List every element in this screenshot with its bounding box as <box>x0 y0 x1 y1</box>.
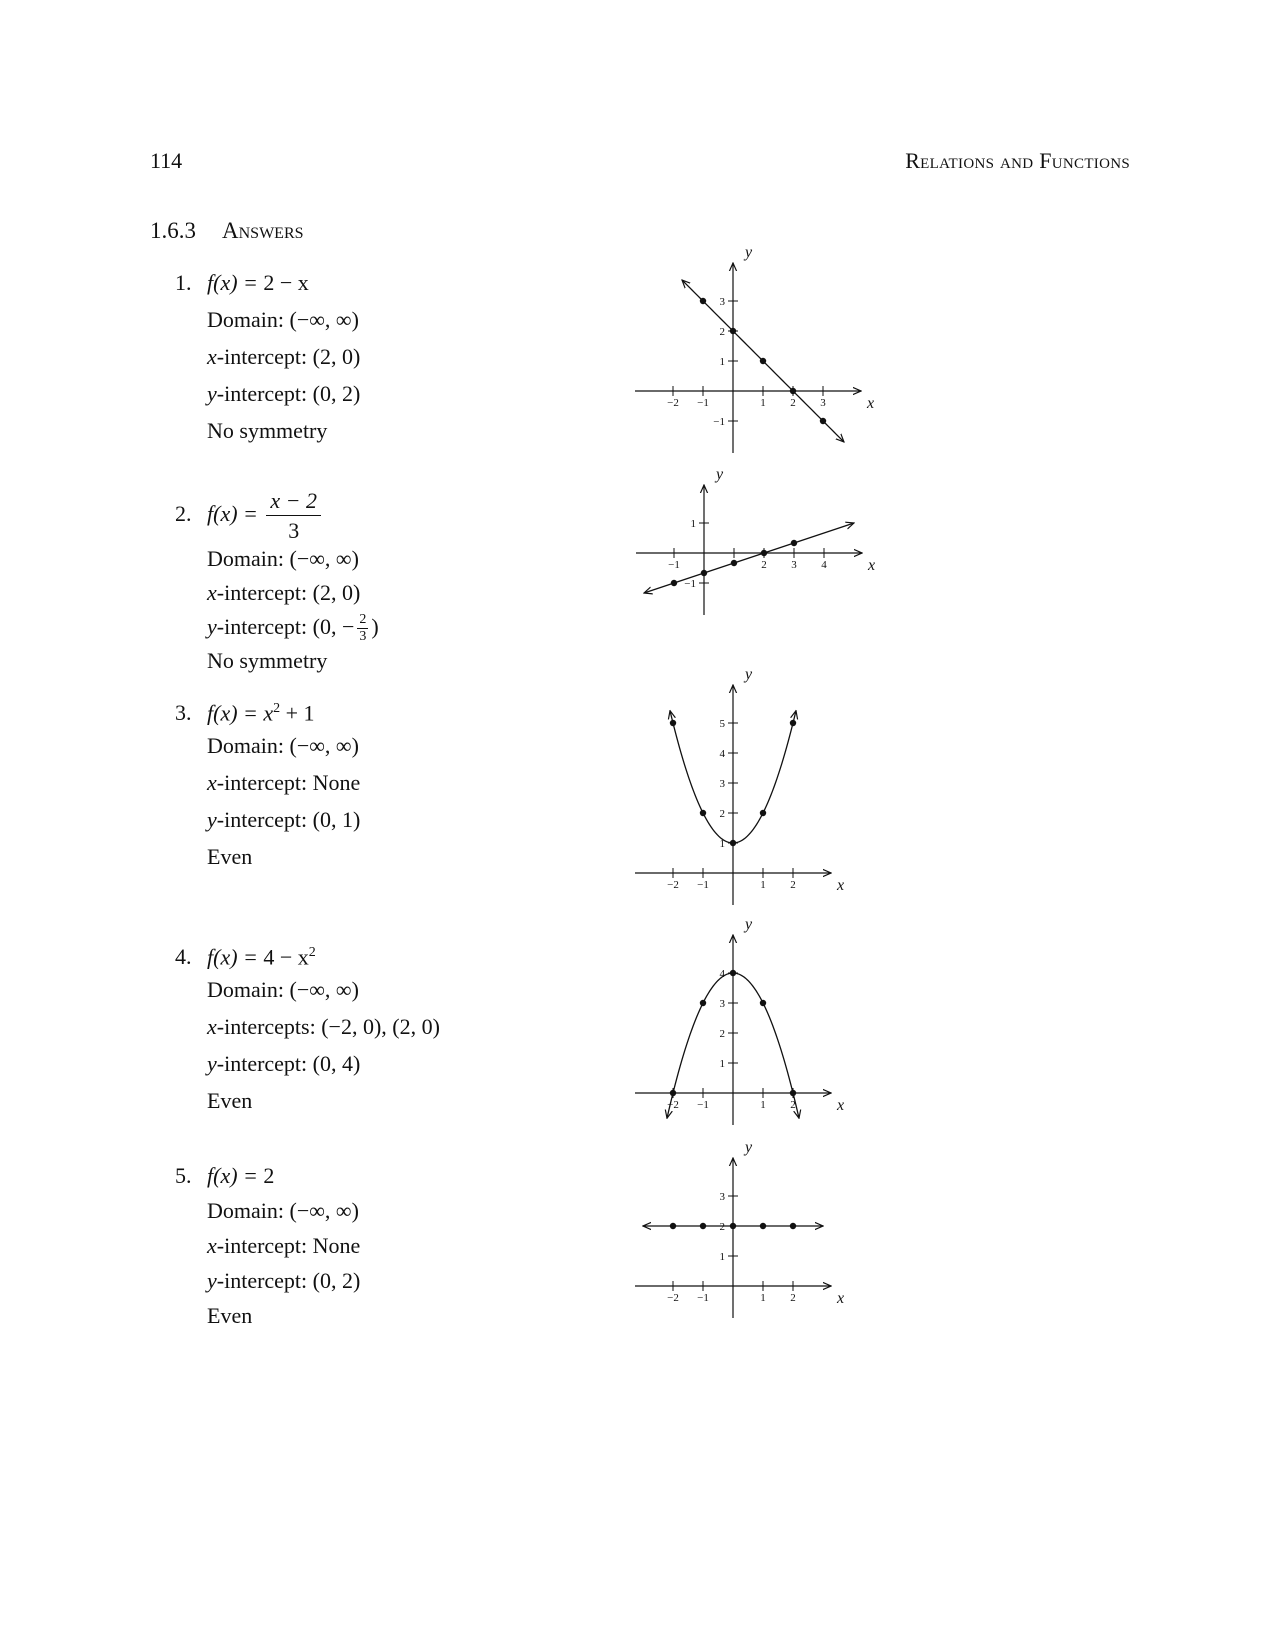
exponent: 2 <box>308 945 316 960</box>
y-intercept-value-start: (0, − <box>312 614 355 639</box>
section-number: 1.6.3 <box>150 218 196 243</box>
y-intercept-value: (0, 2) <box>312 1268 361 1293</box>
graph-5-point <box>670 1223 676 1229</box>
graph-2-point <box>791 540 797 546</box>
graph-4-y-tick-label: 4 <box>719 968 725 980</box>
function-lhs: f(x) = <box>207 501 264 526</box>
graph-1-point <box>730 328 736 334</box>
graph-4-point <box>670 1090 676 1096</box>
answer-1-y-intercept: y-intercept: (0, 2) <box>207 381 361 406</box>
y-intercept-value-end: ) <box>371 614 379 639</box>
function-rhs: 4 − x <box>263 944 309 970</box>
graph-4-x-axis-name: x <box>837 1097 845 1114</box>
graph-5-x-tick-label: 2 <box>790 1292 796 1304</box>
graph-3-y-tick-label: 1 <box>719 838 725 850</box>
graph-3-point <box>700 810 706 816</box>
answer-2-symmetry: No symmetry <box>207 648 328 673</box>
fraction-numerator: 2 <box>357 613 368 630</box>
graph-2-x-axis-name: x <box>868 557 876 574</box>
function-rhs: 2 − x <box>263 270 309 295</box>
fraction-denominator: 3 <box>359 629 367 645</box>
y-intercept-label: -intercept: <box>216 1051 313 1076</box>
graph-1-y-axis-name: y <box>745 244 753 261</box>
x-intercept-label: -intercepts: <box>216 1014 322 1039</box>
graph-1-x-tick-label: −1 <box>697 397 709 409</box>
graph-2-y-axis-name: y <box>716 466 724 483</box>
answer-2-y-intercept: y-intercept: (0, − $\frac{2}{3}$ ) <box>207 611 379 645</box>
answer-3-domain: Domain: (−∞, ∞) <box>207 733 359 758</box>
exponent: 2 <box>273 701 281 716</box>
answer-4-symmetry: Even <box>207 1088 253 1113</box>
y-intercept-value: (0, 1) <box>312 807 361 832</box>
graph-3-y-axis-name: y <box>745 666 753 683</box>
graph-3-point <box>670 720 676 726</box>
graph-3-point <box>790 720 796 726</box>
y-intercept-label: -intercept: <box>216 807 313 832</box>
x-intercept-label: -intercept: <box>216 1233 313 1258</box>
function-lhs: f(x) = <box>207 944 264 970</box>
graph-3-x-tick-label: −1 <box>697 879 709 891</box>
graph-4-point <box>760 1000 766 1006</box>
x-intercept-value: (2, 0) <box>312 344 361 369</box>
answer-1-symmetry: No symmetry <box>207 418 328 443</box>
answer-4-x-intercept: x-intercepts: (−2, 0), (2, 0) <box>207 1014 440 1039</box>
graph-4-x-tick-label: −1 <box>697 1099 709 1111</box>
graph-4-y-tick-label: 2 <box>719 1028 725 1040</box>
graph-4-x-tick-label: 2 <box>790 1099 796 1111</box>
graph-2-point <box>731 560 737 566</box>
graph-1-x-tick-label: 2 <box>790 397 796 409</box>
graph-5-y-tick-label: 3 <box>719 1191 725 1203</box>
graph-2-y-tick-label: 1 <box>690 518 696 530</box>
graph-1-y-tick-label: 1 <box>719 356 725 368</box>
graph-5-y-axis-name: y <box>745 1139 753 1156</box>
y-intercept-label: -intercept: <box>216 381 313 406</box>
graph-2-point <box>671 580 677 586</box>
graph-3-x-tick-label: −2 <box>667 879 679 891</box>
graph-5-point <box>730 1223 736 1229</box>
graph-3-y-tick-label: 5 <box>719 718 725 730</box>
fraction-numerator: x − 2 <box>266 489 321 516</box>
function-lhs: f(x) = <box>207 270 264 295</box>
graph-4-point <box>790 1090 796 1096</box>
graph-4-y-axis-name: y <box>745 916 753 933</box>
graph-5-point <box>760 1223 766 1229</box>
answer-1-domain: Domain: (−∞, ∞) <box>207 307 359 332</box>
graph-5-x-tick-label: 1 <box>760 1292 766 1304</box>
y-intercept-value: (0, 2) <box>312 381 361 406</box>
answer-index: 3. <box>175 700 192 726</box>
graph-4-point <box>700 1000 706 1006</box>
answer-5-domain: Domain: (−∞, ∞) <box>207 1198 359 1223</box>
function-rhs: x <box>263 700 274 726</box>
answer-index: 5. <box>175 1163 192 1188</box>
graph-4-point <box>730 970 736 976</box>
graph-5-x-axis-name: x <box>837 1290 845 1307</box>
graph-3-y-tick-label: 3 <box>719 778 725 790</box>
graph-4-x-tick-label: −2 <box>667 1099 679 1111</box>
answer-2-x-intercept: x-intercept: (2, 0) <box>207 580 361 605</box>
graph-2-x-tick-label: 2 <box>761 559 767 571</box>
graph-3-point <box>760 810 766 816</box>
graph-1-point <box>820 418 826 424</box>
answer-4-domain: Domain: (−∞, ∞) <box>207 977 359 1002</box>
y-intercept-label: -intercept: <box>216 614 313 639</box>
function-rhs-tail: + 1 <box>280 700 315 726</box>
graph-5-x-tick-label: −1 <box>697 1292 709 1304</box>
graph-1-point <box>790 388 796 394</box>
x-intercept-label: -intercept: <box>216 770 313 795</box>
function-lhs: f(x) = <box>207 700 264 726</box>
graph-3-x-axis-name: x <box>837 877 845 894</box>
answer-5-y-intercept: y-intercept: (0, 2) <box>207 1268 361 1293</box>
answer-3-symmetry: Even <box>207 844 253 869</box>
x-intercept-value: (2, 0) <box>312 580 361 605</box>
answer-4-y-intercept: y-intercept: (0, 4) <box>207 1051 361 1076</box>
graph-1-x-tick-label: 3 <box>820 397 826 409</box>
graph-1-point <box>760 358 766 364</box>
running-head: Relations and Functions <box>905 148 1130 173</box>
y-intercept-label: -intercept: <box>216 1268 313 1293</box>
answer-1-x-intercept: x-intercept: (2, 0) <box>207 344 361 369</box>
graph-3-x-tick-label: 2 <box>790 879 796 891</box>
x-intercept-label: -intercept: <box>216 580 313 605</box>
x-intercept-value: None <box>312 770 361 795</box>
graph-2-y-tick-label: −1 <box>684 578 696 590</box>
graph-3-y-tick-label: 4 <box>719 748 725 760</box>
graph-5-x-tick-label: −2 <box>667 1292 679 1304</box>
graph-2-x-tick-label: 3 <box>791 559 797 571</box>
graph-4-x-tick-label: 1 <box>760 1099 766 1111</box>
graph-3-y-tick-label: 2 <box>719 808 725 820</box>
answer-index: 2. <box>175 501 192 526</box>
section-name: Answers <box>222 218 304 243</box>
answer-5-symmetry: Even <box>207 1303 253 1328</box>
answer-3-x-intercept: x-intercept: None <box>207 770 361 795</box>
answer-2-domain: Domain: (−∞, ∞) <box>207 546 359 571</box>
graph-5-point <box>700 1223 706 1229</box>
graph-5-y-tick-label: 2 <box>719 1221 725 1233</box>
graph-2-point <box>761 550 767 556</box>
answer-index: 1. <box>175 270 192 295</box>
graph-5-y-tick-label: 1 <box>719 1251 725 1263</box>
graph-1-y-tick-label: −1 <box>713 416 725 428</box>
graph-1-x-axis-name: x <box>867 395 875 412</box>
function-lhs: f(x) = <box>207 1163 264 1188</box>
graph-2-point <box>701 570 707 576</box>
graph-4-y-tick-label: 1 <box>719 1058 725 1070</box>
page-number: 114 <box>150 148 183 173</box>
y-intercept-value: (0, 4) <box>312 1051 361 1076</box>
answer-3-y-intercept: y-intercept: (0, 1) <box>207 807 361 832</box>
graph-1-x-tick-label: 1 <box>760 397 766 409</box>
graph-1-x-tick-label: −2 <box>667 397 679 409</box>
graph-3-point <box>730 840 736 846</box>
x-intercept-label: -intercept: <box>216 344 313 369</box>
graph-4-y-tick-label: 3 <box>719 998 725 1010</box>
answer-5-x-intercept: x-intercept: None <box>207 1233 361 1258</box>
graph-1-point <box>700 298 706 304</box>
graph-3-x-tick-label: 1 <box>760 879 766 891</box>
fraction-denominator: 3 <box>288 518 300 544</box>
function-rhs: 2 <box>263 1163 275 1188</box>
graph-2-x-tick-label: −1 <box>668 559 680 571</box>
graph-5-point <box>790 1223 796 1229</box>
graph-1-y-tick-label: 2 <box>719 326 725 338</box>
answer-index: 4. <box>175 944 192 970</box>
graph-2-x-tick-label: 4 <box>821 559 827 571</box>
x-intercept-value: (−2, 0), (2, 0) <box>321 1014 440 1039</box>
graph-1-y-tick-label: 3 <box>719 296 725 308</box>
x-intercept-value: None <box>312 1233 361 1258</box>
